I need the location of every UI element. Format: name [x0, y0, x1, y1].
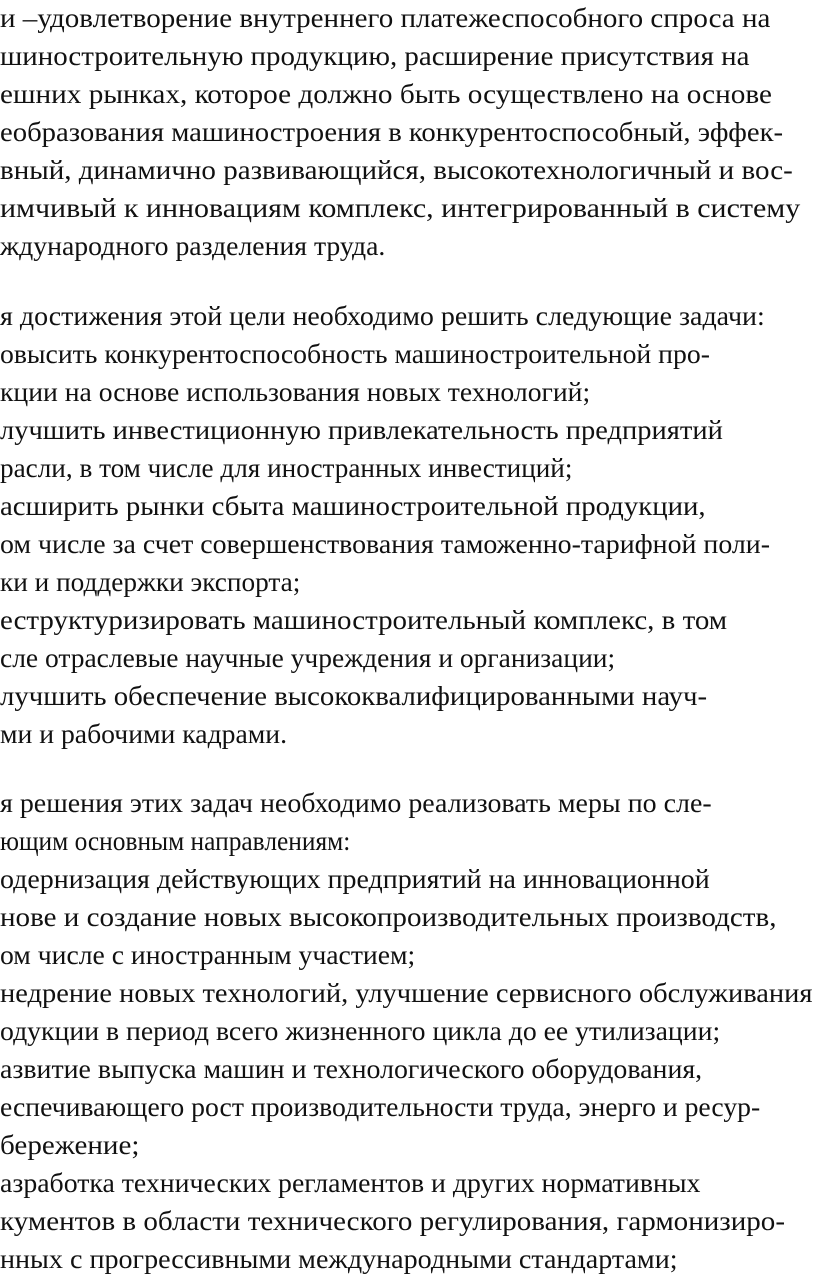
text-line-28: еспечивающего рост производительности труда, энерго и ресур- [0, 1092, 761, 1122]
text-line-1: и –удовлетворение внутреннего платежеспособного спроса на [0, 3, 771, 33]
text-line-30: азработка технических регламентов и других нормативных [0, 1168, 701, 1198]
text-line-2: шиностроительную продукцию, расширение присутствия на [0, 41, 750, 71]
text-line-22: одернизация действующих предприятий на инновационной [0, 864, 710, 894]
text-line-32: нных с прогрессивными международными стандартами; [0, 1244, 678, 1274]
text-line-19: ми и рабочими кадрами. [0, 719, 288, 749]
text-line-7: ждународного разделения труда. [0, 231, 386, 261]
text-line-20: я решения этих задач необходимо реализовать меры по сле- [0, 788, 712, 818]
text-line-17: сле отраслевые научные учреждения и организации; [0, 643, 616, 673]
text-line-21: ющим основным направлениям: [0, 826, 351, 856]
text-line-31: кументов в области технического регулирования, гармонизиро- [0, 1206, 785, 1236]
text-line-29: бережение; [0, 1130, 140, 1160]
text-line-5: вный, динамично развивающийся, высокотехнологичный и вос- [0, 155, 793, 185]
text-line-8: я достижения этой цели необходимо решить следующие задачи: [0, 301, 765, 331]
text-line-3: ешних рынках, которое должно быть осуществлено на основе [0, 79, 772, 109]
text-line-4: еобразования машиностроения в конкурентоспособный, эффек- [0, 117, 784, 147]
text-line-16: еструктуризировать машиностроительный комплекс, в том [0, 605, 728, 635]
text-line-25: недрение новых технологий, улучшение сервисного обслуживания [0, 978, 813, 1008]
text-line-10: кции на основе использования новых технологий; [0, 377, 591, 407]
text-line-15: ки и поддержки экспорта; [0, 567, 301, 597]
text-line-26: одукции в период всего жизненного цикла до ее утилизации; [0, 1016, 721, 1046]
text-line-9: овысить конкурентоспособность машиностроительной про- [0, 339, 710, 369]
text-line-13: асширить рынки сбыта машиностроительной продукции, [0, 491, 706, 521]
text-line-18: лучшить обеспечение высококвалифицированными науч- [0, 681, 708, 711]
text-line-11: лучшить инвестиционную привлекательность предприятий [0, 415, 723, 445]
text-line-23: нове и создание новых высокопроизводительных производств, [0, 902, 777, 932]
text-line-14: ом числе за счет совершенствования таможенно-тарифной поли- [0, 529, 771, 559]
text-line-27: азвитие выпуска машин и технологического оборудования, [0, 1054, 703, 1084]
text-line-12: расли, в том числе для иностранных инвестиций; [0, 453, 573, 483]
text-line-24: ом числе с иностранным участием; [0, 940, 416, 970]
text-line-6: имчивый к инновациям комплекс, интегрированный в систему [0, 193, 801, 223]
